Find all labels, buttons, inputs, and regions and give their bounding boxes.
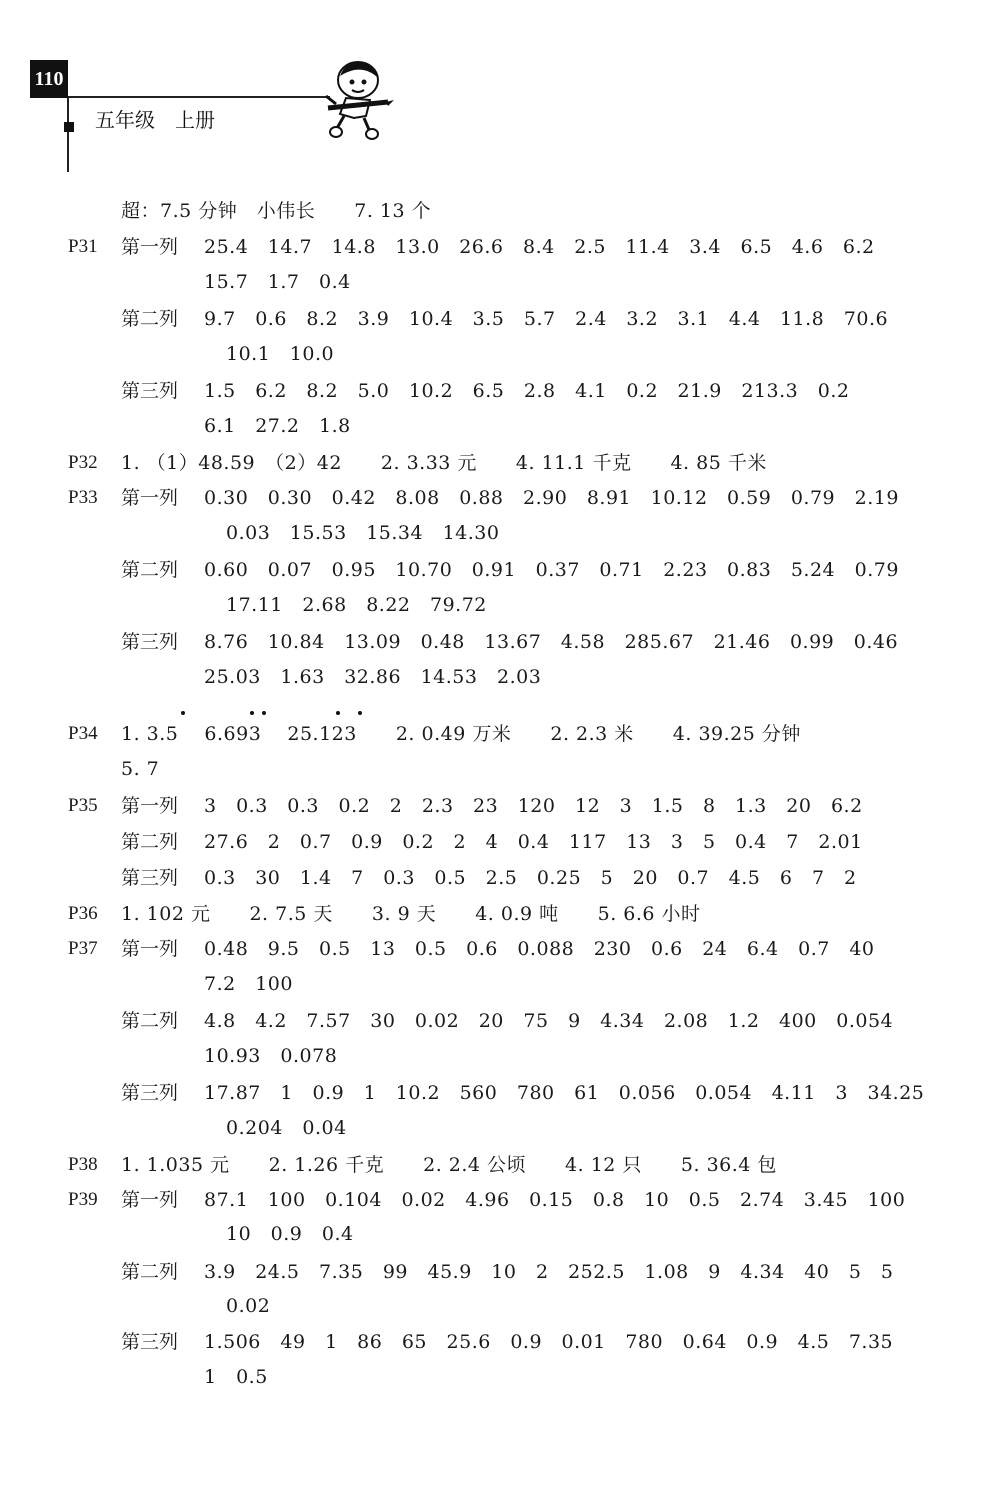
page-ref: P31 [68, 236, 98, 257]
answer-values: 25.4 14.7 14.8 13.0 26.6 8.4 2.5 11.4 3.4 6.5 4.6 6.2 [204, 236, 875, 258]
answer-text: 1. （1）48.59 （2）42 2. 3.33 元 4. 11.1 千克 4. 85 千米 [121, 452, 767, 474]
column-label: 第三列 [121, 631, 179, 653]
answer-values: 10.1 10.0 [226, 343, 335, 365]
column-label: 第二列 [121, 1261, 179, 1283]
answer-values: 9.7 0.6 8.2 3.9 10.4 3.5 5.7 2.4 3.2 3.1 4.4 11.8 70.6 [204, 308, 889, 330]
answer-values: 0.30 0.30 0.42 8.08 0.88 2.90 8.91 10.12 0.59 0.79 2.19 [204, 487, 899, 509]
repeating-decimal-dot [336, 711, 340, 715]
column-label: 第一列 [121, 487, 179, 509]
answer-values: 0.60 0.07 0.95 10.70 0.91 0.37 0.71 2.23 0.83 5.24 0.79 [204, 559, 899, 581]
cartoon-boy-mascot [318, 58, 398, 140]
answer-values: 15.7 1.7 0.4 [204, 271, 351, 293]
column-label: 第二列 [121, 559, 179, 581]
answer-values: 3 0.3 0.3 0.2 2 2.3 23 120 12 3 1.5 8 1.3 20 6.2 [204, 795, 863, 817]
page-ref: P33 [68, 487, 98, 508]
column-label: 第一列 [121, 1189, 179, 1211]
answer-values: 0.48 9.5 0.5 13 0.5 0.6 0.088 230 0.6 24 6.4 0.7 40 [204, 938, 875, 960]
answer-values: 25.03 1.63 32.86 14.53 2.03 [204, 666, 542, 688]
answer-text: 5. 7 [121, 758, 160, 780]
answer-values: 0.02 [226, 1295, 271, 1317]
answer-values: 3.9 24.5 7.35 99 45.9 10 2 252.5 1.08 9 4.34 40 5 5 [204, 1261, 894, 1283]
page-number: 110 [30, 60, 68, 98]
answer-text: 超：7.5 分钟 小伟长 7. 13 个 [121, 200, 432, 222]
page-ref: P39 [68, 1189, 98, 1210]
answer-values: 1.506 49 1 86 65 25.6 0.9 0.01 780 0.64 0.9 4.5 7.35 [204, 1331, 894, 1353]
page-ref: P32 [68, 452, 98, 473]
answer-text: 1. 102 元 2. 7.5 天 3. 9 天 4. 0.9 吨 5. 6.6 小时 [121, 903, 701, 925]
header-rule [68, 96, 330, 98]
column-label: 第一列 [121, 236, 179, 258]
answer-text: 1. 1.035 元 2. 1.26 千克 2. 2.4 公顷 4. 12 只 5. 36.4 包 [121, 1154, 777, 1176]
margin-rule [67, 98, 69, 172]
column-label: 第二列 [121, 831, 179, 853]
column-label: 第二列 [121, 1010, 179, 1032]
answer-values: 0.3 30 1.4 7 0.3 0.5 2.5 0.25 5 20 0.7 4.5 6 7 2 [204, 867, 857, 889]
answer-values: 0.204 0.04 [226, 1117, 347, 1139]
page-ref: P36 [68, 903, 98, 924]
answer-values: 1.5 6.2 8.2 5.0 10.2 6.5 2.8 4.1 0.2 21.9 213.3 0.2 [204, 380, 850, 402]
column-label: 第一列 [121, 795, 179, 817]
answer-values: 1 0.5 [204, 1366, 268, 1388]
column-label: 第二列 [121, 308, 179, 330]
repeating-decimal-dot [358, 711, 362, 715]
column-label: 第三列 [121, 1082, 179, 1104]
answer-values: 17.11 2.68 8.22 79.72 [226, 594, 487, 616]
answer-values: 10 0.9 0.4 [226, 1223, 354, 1245]
header-title: 五年级 上册 [95, 108, 215, 132]
page-ref: P34 [68, 723, 98, 744]
answer-values: 10.93 0.078 [204, 1045, 338, 1067]
repeating-decimal-dot [262, 711, 266, 715]
answer-values: 17.87 1 0.9 1 10.2 560 780 61 0.056 0.054 4.11 3 34.25 [204, 1082, 925, 1104]
answer-values: 7.2 100 [204, 973, 293, 995]
page-ref: P37 [68, 938, 98, 959]
answer-values: 27.6 2 0.7 0.9 0.2 2 4 0.4 117 13 3 5 0.4 7 2.01 [204, 831, 863, 853]
answer-text: 1. 3.5 6.693 25.123 2. 0.49 万米 2. 2.3 米 4. 39.25 分钟 [121, 723, 801, 745]
column-label: 第三列 [121, 1331, 179, 1353]
column-label: 第三列 [121, 867, 179, 889]
page-ref: P38 [68, 1154, 98, 1175]
answer-values: 87.1 100 0.104 0.02 4.96 0.15 0.8 10 0.5 2.74 3.45 100 [204, 1189, 906, 1211]
repeating-decimal-dot [181, 711, 185, 715]
column-label: 第一列 [121, 938, 179, 960]
column-label: 第三列 [121, 380, 179, 402]
repeating-decimal-dot [250, 711, 254, 715]
square-bullet [64, 122, 74, 132]
answer-values: 6.1 27.2 1.8 [204, 415, 351, 437]
answer-values: 8.76 10.84 13.09 0.48 13.67 4.58 285.67 21.46 0.99 0.46 [204, 631, 899, 653]
answer-values: 4.8 4.2 7.57 30 0.02 20 75 9 4.34 2.08 1.2 400 0.054 [204, 1010, 894, 1032]
answer-values: 0.03 15.53 15.34 14.30 [226, 522, 500, 544]
page-ref: P35 [68, 795, 98, 816]
